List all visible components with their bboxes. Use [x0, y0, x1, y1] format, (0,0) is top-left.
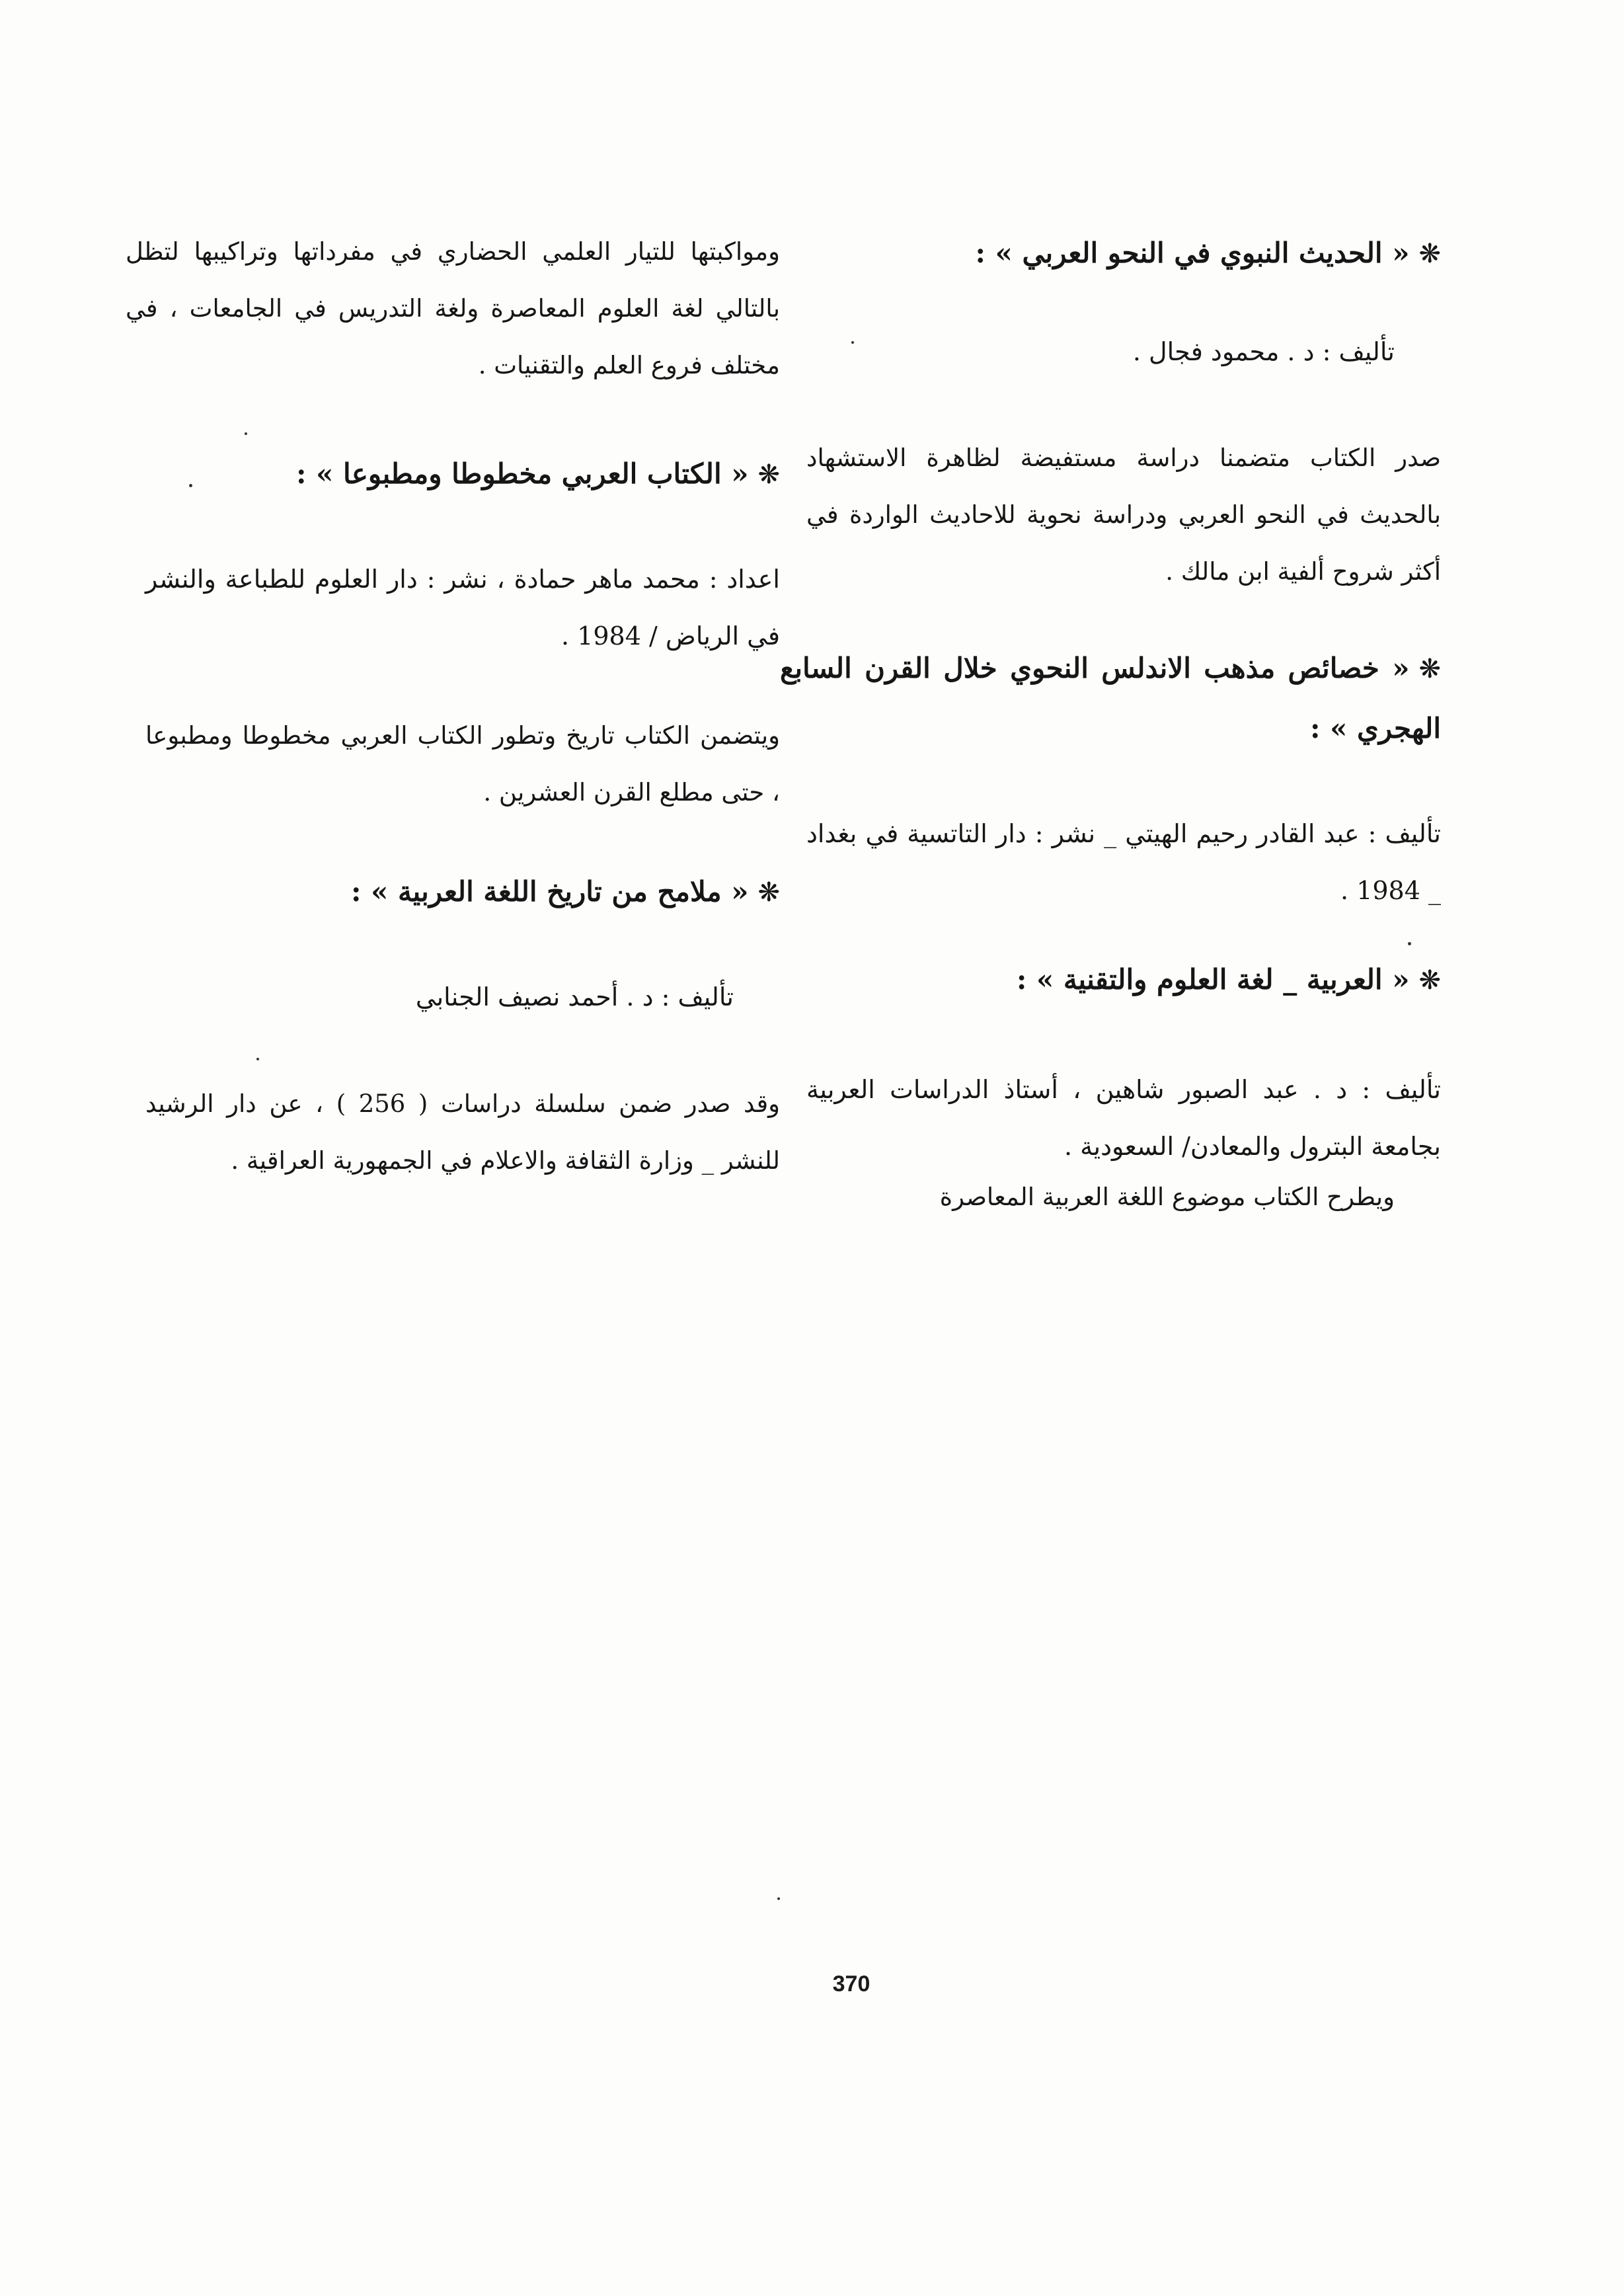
asterisk-icon: ❋ [1418, 239, 1441, 269]
continued-description: ومواكبتها للتيار العلمي الحضاري في مفرداتها وتراكيبها لتظل بالتالي لغة العلوم المعاصرة ولغة التدريس في الجامعات ، في مختلف فروع العلم والتقنيات . [126, 237, 780, 379]
left-column [119, 0, 780, 2296]
asterisk-icon: ❋ [757, 459, 780, 490]
book-author: تأليف : د . أحمد نصيف الجنابي [415, 982, 734, 1011]
book-author: تأليف : د . محمود فجال . [1132, 337, 1395, 366]
section-heading: ❋« الكتاب العربي مخطوطا ومطبوعا » : [296, 457, 780, 490]
section-heading: ❋« ملامح من تاريخ اللغة العربية » : [350, 875, 780, 908]
scan-speck [189, 484, 192, 487]
book-description: ويطرح الكتاب موضوع اللغة العربية المعاصرة [939, 1183, 1395, 1211]
scan-speck [777, 1897, 780, 1900]
book-author: تأليف : د . عبد الصبور شاهين ، أستاذ الدراسات العربية بجامعة البترول والمعادن/ السعودية . [806, 1075, 1442, 1161]
book-description: وقد صدر ضمن سلسلة دراسات ( 256 ) ، عن دار الرشيد للنشر _ وزارة الثقافة والاعلام في الجمهورية العراقية . [145, 1089, 781, 1175]
asterisk-icon: ❋ [757, 877, 780, 908]
book-description: ويتضمن الكتاب تاريخ وتطور الكتاب العربي مخطوطا ومطبوعا ، حتى مطلع القرن العشرين . [145, 721, 780, 807]
page-number: 370 [832, 1971, 870, 1997]
scan-speck [1408, 942, 1411, 945]
book-author: اعداد : محمد ماهر حمادة ، نشر : دار العلوم للطباعة والنشر في الرياض / 1984 . [145, 565, 780, 651]
right-column [780, 0, 1441, 2296]
scan-speck [245, 432, 247, 435]
scan-speck [256, 1058, 259, 1060]
scan-speck [851, 341, 854, 344]
asterisk-icon: ❋ [1418, 965, 1441, 996]
book-description: صدر الكتاب متضمنا دراسة مستفيضة لظاهرة الاستشهاد بالحديث في النحو العربي ودراسة نحوية للاحاديث الواردة في أكثر شروح ألفية ابن مالك . [806, 444, 1441, 586]
book-author: تأليف : عبد القادر رحيم الهيتي _ نشر : دار التاتسية في بغداد _ 1984 . [806, 819, 1441, 905]
section-heading: ❋« الحديث النبوي في النحو العربي » : [975, 237, 1441, 269]
asterisk-icon: ❋ [1418, 654, 1441, 684]
section-heading: ❋« خصائص مذهب الاندلس النحوي خلال القرن السابع الهجري » : [780, 652, 1441, 744]
section-heading: ❋« العربية _ لغة العلوم والتقنية » : [1016, 963, 1441, 996]
